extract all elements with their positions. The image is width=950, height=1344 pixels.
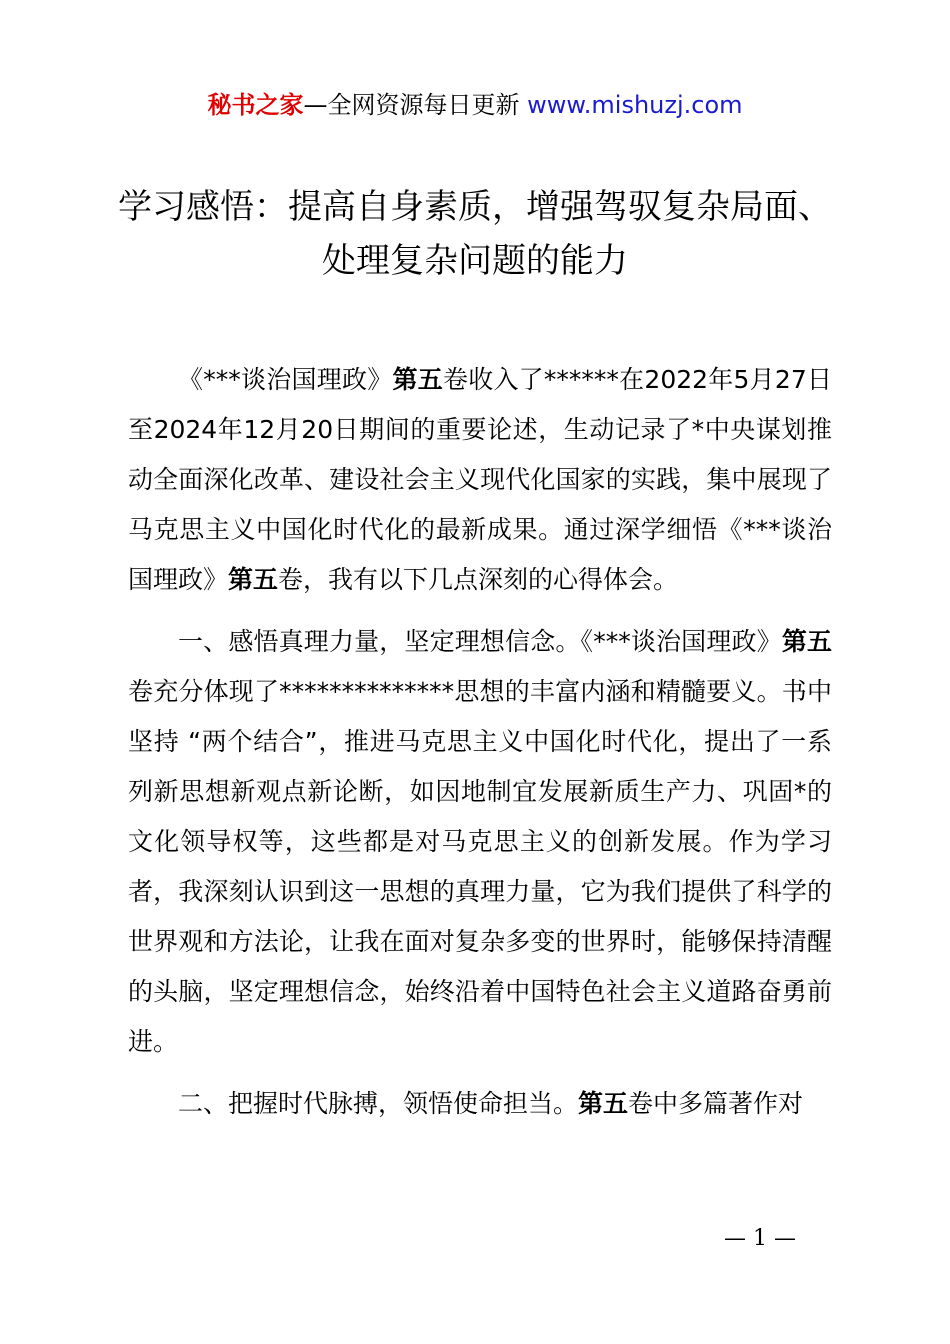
site-header bbox=[0, 88, 950, 122]
title-line-1: 学习感悟：提高自身素质，增强驾驭复杂局面、 bbox=[118, 187, 832, 227]
document-title bbox=[0, 180, 950, 288]
paragraph-text: 卷中多篇著作对 bbox=[628, 1089, 804, 1118]
page-number: — 1 — bbox=[724, 1226, 796, 1251]
bold-text: 第五 bbox=[228, 565, 279, 594]
paragraph-intro bbox=[128, 355, 832, 605]
paragraph-text: 二、把握时代脉搏，领悟使命担当。 bbox=[178, 1089, 579, 1118]
paragraph-text: 卷收入了******在2022年5月27日至2024年12月20日期间的重要论述，生动记录了*中央谋划推动全面深化改革、建设社会主义现代化国家的实践，集中展现了马克思主义中国化时代化的最新成果。通过深学细悟《***谈治国理政》 bbox=[128, 365, 832, 594]
paragraph-text: 一、感悟真理力量，坚定理想信念。《***谈治国理政》 bbox=[178, 627, 782, 656]
site-url-link[interactable]: www.mishuzj.com bbox=[527, 91, 743, 119]
bold-text: 第五 bbox=[781, 627, 832, 656]
paragraph-text: 卷，我有以下几点深刻的心得体会。 bbox=[278, 565, 679, 594]
document-body bbox=[128, 355, 832, 1141]
paragraph-section-2 bbox=[128, 1079, 832, 1129]
paragraph-text: 《***谈治国理政》 bbox=[178, 365, 393, 394]
header-slogan: —全网资源每日更新 bbox=[303, 91, 520, 119]
paragraph-section-1 bbox=[128, 617, 832, 1067]
paragraph-text: 卷充分体现了**************思想的丰富内涵和精髓要义。书中坚持 “两个结合”，推进马克思主义中国化时代化，提出了一系列新思想新观点新论断，如因地制宜发展新质生产力、巩固*的文化领导权等，这些都是对马克思主义的创新发展。作为学习者，我深刻认识到这一思想的真理力量，它为我们提供了科学的世界观和方法论，让我在面对复杂多变的世界时，能够保持清醒的头脑，坚定理想信念，始终沿着中国特色社会主义道路奋勇前进。 bbox=[128, 677, 832, 1056]
bold-text: 第五 bbox=[578, 1089, 629, 1118]
bold-text: 第五 bbox=[392, 365, 443, 394]
title-line-2: 处理复杂问题的能力 bbox=[322, 241, 628, 281]
brand-name: 秘书之家 bbox=[207, 91, 304, 119]
